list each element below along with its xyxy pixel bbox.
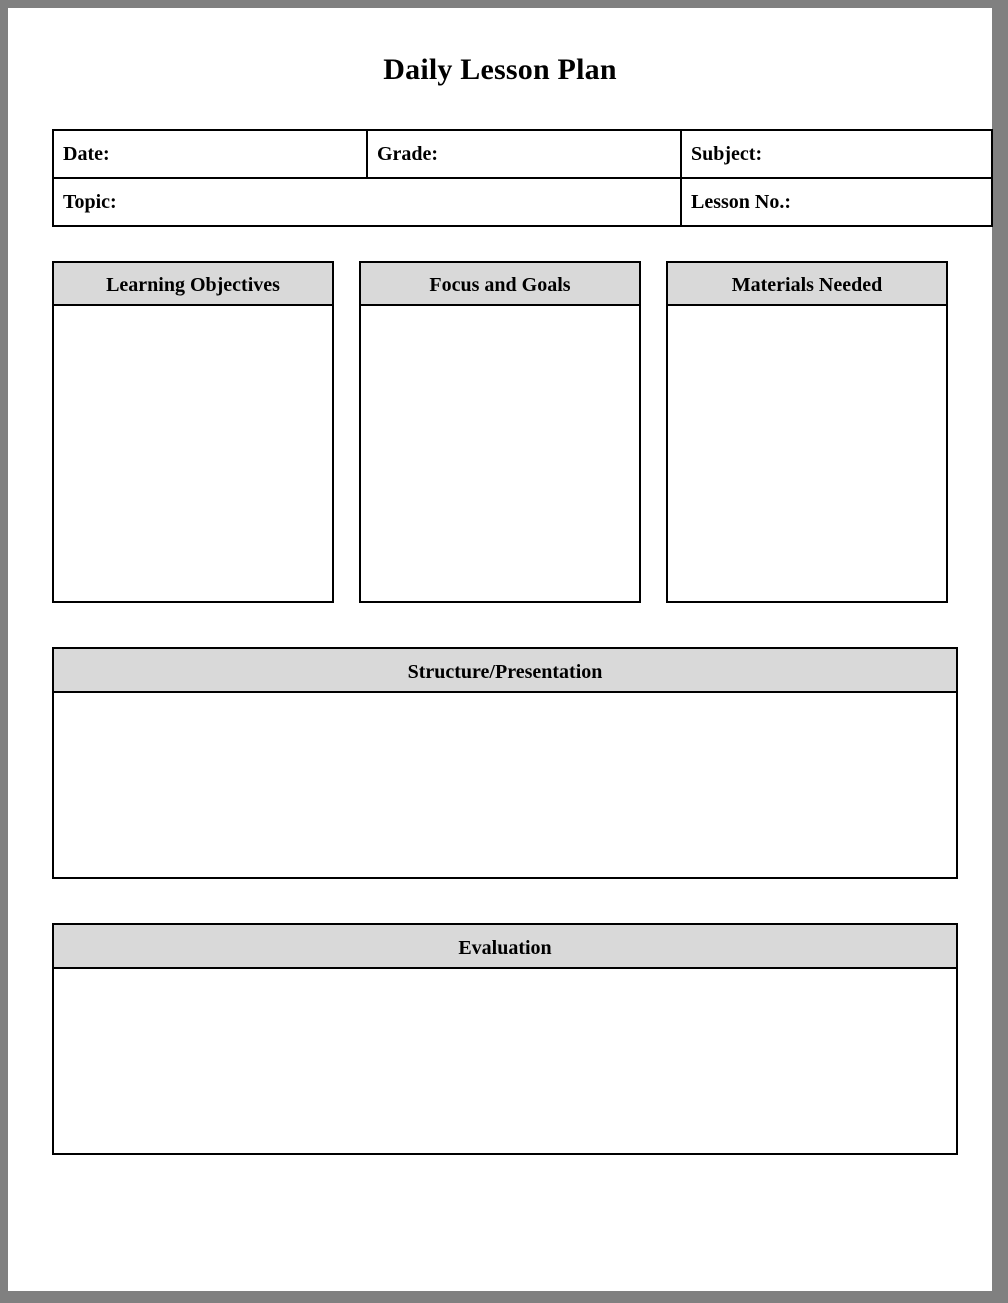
- date-field[interactable]: Date:: [53, 130, 367, 178]
- lesson-no-field[interactable]: Lesson No.:: [681, 178, 992, 226]
- materials-needed-box: [666, 261, 948, 603]
- evaluation-input[interactable]: [52, 969, 958, 1155]
- grade-field[interactable]: Grade:: [367, 130, 681, 178]
- focus-and-goals-heading: Focus and Goals: [359, 261, 641, 306]
- evaluation-box: [52, 923, 958, 1155]
- learning-objectives-heading: Learning Objectives: [52, 261, 334, 306]
- structure-presentation-input[interactable]: [52, 693, 958, 879]
- document-content: [52, 129, 948, 1155]
- learning-objectives-input[interactable]: [52, 306, 334, 603]
- focus-and-goals-box: [359, 261, 641, 603]
- focus-and-goals-input[interactable]: [359, 306, 641, 603]
- table-row: [53, 178, 992, 226]
- materials-needed-heading: Materials Needed: [666, 261, 948, 306]
- document-page: [8, 8, 992, 1291]
- three-column-section: [52, 261, 948, 603]
- structure-presentation-box: [52, 647, 958, 879]
- topic-field[interactable]: Topic:: [53, 178, 681, 226]
- structure-presentation-heading: Structure/Presentation: [52, 647, 958, 693]
- materials-needed-input[interactable]: [666, 306, 948, 603]
- subject-field[interactable]: Subject:: [681, 130, 992, 178]
- table-row: [53, 130, 992, 178]
- lesson-info-table: [52, 129, 993, 227]
- page-title: Daily Lesson Plan: [383, 53, 617, 86]
- evaluation-heading: Evaluation: [52, 923, 958, 969]
- learning-objectives-box: [52, 261, 334, 603]
